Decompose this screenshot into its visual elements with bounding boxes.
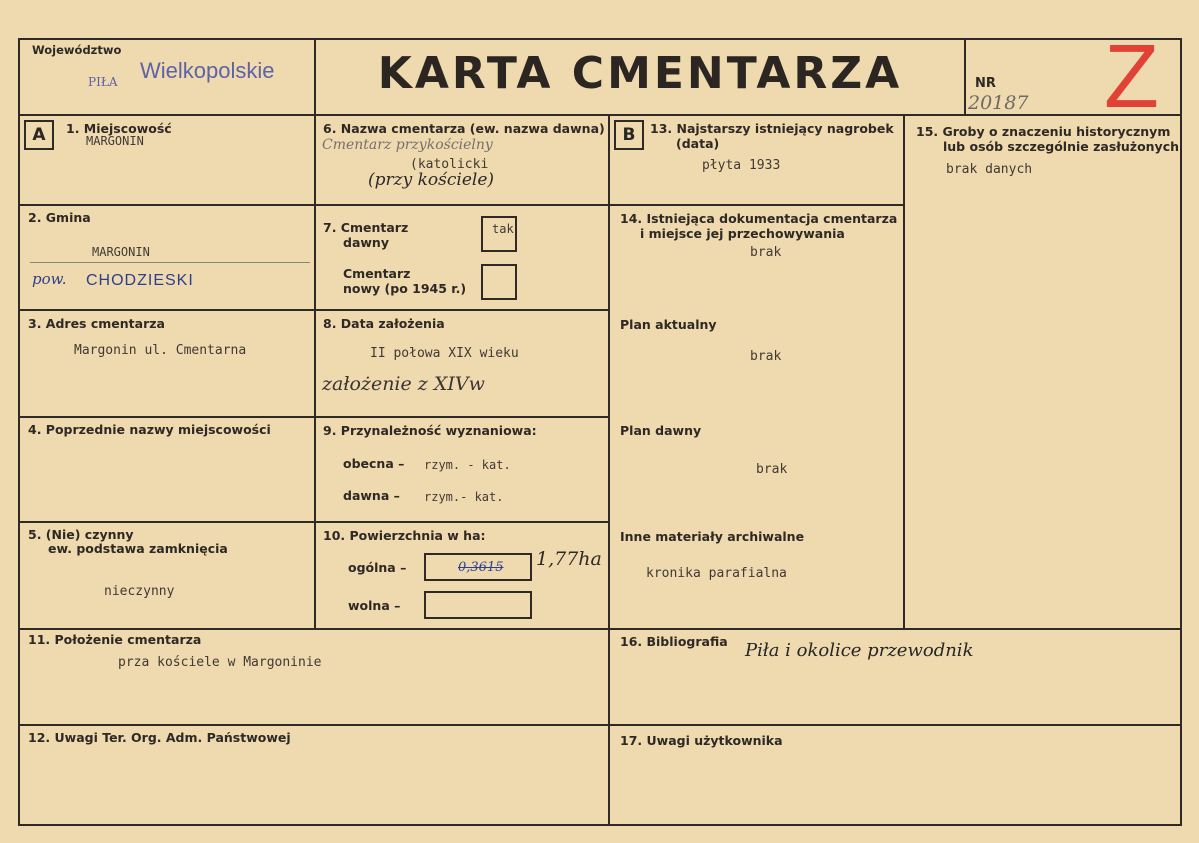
b-row-4 xyxy=(314,521,610,523)
f2-label: 2. Gmina xyxy=(28,210,91,225)
f8-label: 8. Data założenia xyxy=(323,316,445,331)
f13-value: płyta 1933 xyxy=(702,158,781,173)
f16-value: Piła i okolice przewodnik xyxy=(745,640,974,661)
b-row-2 xyxy=(314,309,610,311)
f5-value: nieczynny xyxy=(104,584,175,599)
f1-label: 1. Miejscowość xyxy=(66,121,172,136)
archive-value: kronika parafialna xyxy=(646,566,787,581)
archive-label: Inne materiały archiwalne xyxy=(620,529,805,544)
a-row-2 xyxy=(18,309,316,311)
col-b xyxy=(608,114,610,826)
f17-label: 17. Uwagi użytkownika xyxy=(620,733,783,748)
nr-value: 20187 xyxy=(968,92,1029,114)
card-title: KARTA CMENTARZA xyxy=(377,48,903,99)
f2-value: MARGONIN xyxy=(92,245,150,259)
section-a-badge: A xyxy=(24,120,54,150)
f13-label-line1: 13. Najstarszy istniejący nagrobek xyxy=(650,121,894,136)
b-row-1 xyxy=(314,204,610,206)
f5-label-line2: ew. podstawa zamknięcia xyxy=(48,541,228,556)
f5-label-line1: 5. (Nie) czynny xyxy=(28,527,134,542)
f2-pov-value: CHODZIESKI xyxy=(86,272,194,289)
f4-label: 4. Poprzednie nazwy miejscowości xyxy=(28,422,271,437)
frame-left xyxy=(18,38,20,826)
plan-old-value: brak xyxy=(756,462,788,477)
f7-new-label-2: nowy (po 1945 r.) xyxy=(343,281,467,296)
col-a xyxy=(314,114,316,630)
nr-label: NR xyxy=(975,76,996,91)
header-col-2 xyxy=(964,38,966,116)
f11-value: prza kościele w Margoninie xyxy=(118,655,322,670)
f7-new-label-1: Cmentarz xyxy=(343,266,411,281)
f16-label: 16. Bibliografia xyxy=(620,634,728,649)
f10-label: 10. Powierzchnia w ha: xyxy=(323,528,486,543)
f10-total-struck: 0,3615 xyxy=(458,560,504,575)
f8-value: II połowa XIX wieku xyxy=(370,346,519,361)
f10-free-label: wolna – xyxy=(348,598,401,613)
f3-label: 3. Adres cmentarza xyxy=(28,316,165,331)
f9-former-label: dawna – xyxy=(343,488,400,503)
f9-current-label: obecna – xyxy=(343,456,405,471)
b-row-3 xyxy=(314,416,610,418)
f15-value: brak danych xyxy=(946,162,1033,177)
f9-former-value: rzym.- kat. xyxy=(424,490,504,504)
header-divider xyxy=(18,114,1182,116)
f6-value: (katolicki xyxy=(410,157,489,172)
red-letter-z: Z xyxy=(1104,27,1159,127)
f2-pov-prefix: pow. xyxy=(32,270,67,288)
f7-old-label-2: dawny xyxy=(343,235,389,250)
f1-value: MARGONIN xyxy=(86,134,144,148)
f14-value: brak xyxy=(750,245,782,260)
f10-total-label: ogólna – xyxy=(348,560,407,575)
f7-old-label-1: 7. Cmentarz xyxy=(323,220,409,235)
f14-label-line1: 14. Istniejąca dokumentacja cmentarza xyxy=(620,211,898,226)
frame-bottom xyxy=(18,824,1182,826)
a-row-1 xyxy=(18,204,316,206)
f10-free-field[interactable] xyxy=(424,591,532,619)
stamp-voivodeship: Wielkopolskie xyxy=(140,58,275,83)
f9-current-value: rzym. - kat. xyxy=(424,458,511,472)
f11-label: 11. Położenie cmentarza xyxy=(28,632,202,647)
gmina-underline xyxy=(30,262,310,263)
f3-value: Margonin ul. Cmentarna xyxy=(74,343,247,358)
frame-top xyxy=(18,38,1182,40)
f15-label-line2: lub osób szczególnie zasłużonych xyxy=(943,139,1180,154)
frame-right xyxy=(1180,38,1182,826)
lower-row-2 xyxy=(18,724,1182,726)
f10-total-corrected: 1,77ha xyxy=(536,548,602,570)
f6-pencil-note: Cmentarz przykościelny xyxy=(322,137,493,153)
lower-row-1 xyxy=(18,628,1182,630)
f12-label: 12. Uwagi Ter. Org. Adm. Państwowej xyxy=(28,730,291,745)
f8-pencil-note: założenie z XIVw xyxy=(322,373,485,395)
f13-label-line2: (data) xyxy=(676,136,720,151)
f9-label: 9. Przynależność wyznaniowa: xyxy=(323,423,537,438)
voivodeship-label: Województwo xyxy=(32,43,122,57)
f6-label: 6. Nazwa cmentarza (ew. nazwa dawna) xyxy=(323,121,605,136)
col-c xyxy=(903,114,905,630)
a-row-4 xyxy=(18,521,316,523)
plan-old-label: Plan dawny xyxy=(620,423,702,438)
c-row-1 xyxy=(608,204,905,206)
f15-label-line1: 15. Groby o znaczeniu historycznym xyxy=(916,124,1171,139)
f7-new-checkbox[interactable] xyxy=(481,264,517,300)
section-b-badge: B xyxy=(614,120,644,150)
plan-current-value: brak xyxy=(750,349,782,364)
plan-current-label: Plan aktualny xyxy=(620,317,717,332)
f14-label-line2: i miejsce jej przechowywania xyxy=(640,226,845,241)
a-row-3 xyxy=(18,416,316,418)
f6-handwritten: (przy kościele) xyxy=(368,170,495,190)
f7-old-value: tak xyxy=(492,222,514,236)
stamp-pila: PIŁA xyxy=(88,75,118,89)
